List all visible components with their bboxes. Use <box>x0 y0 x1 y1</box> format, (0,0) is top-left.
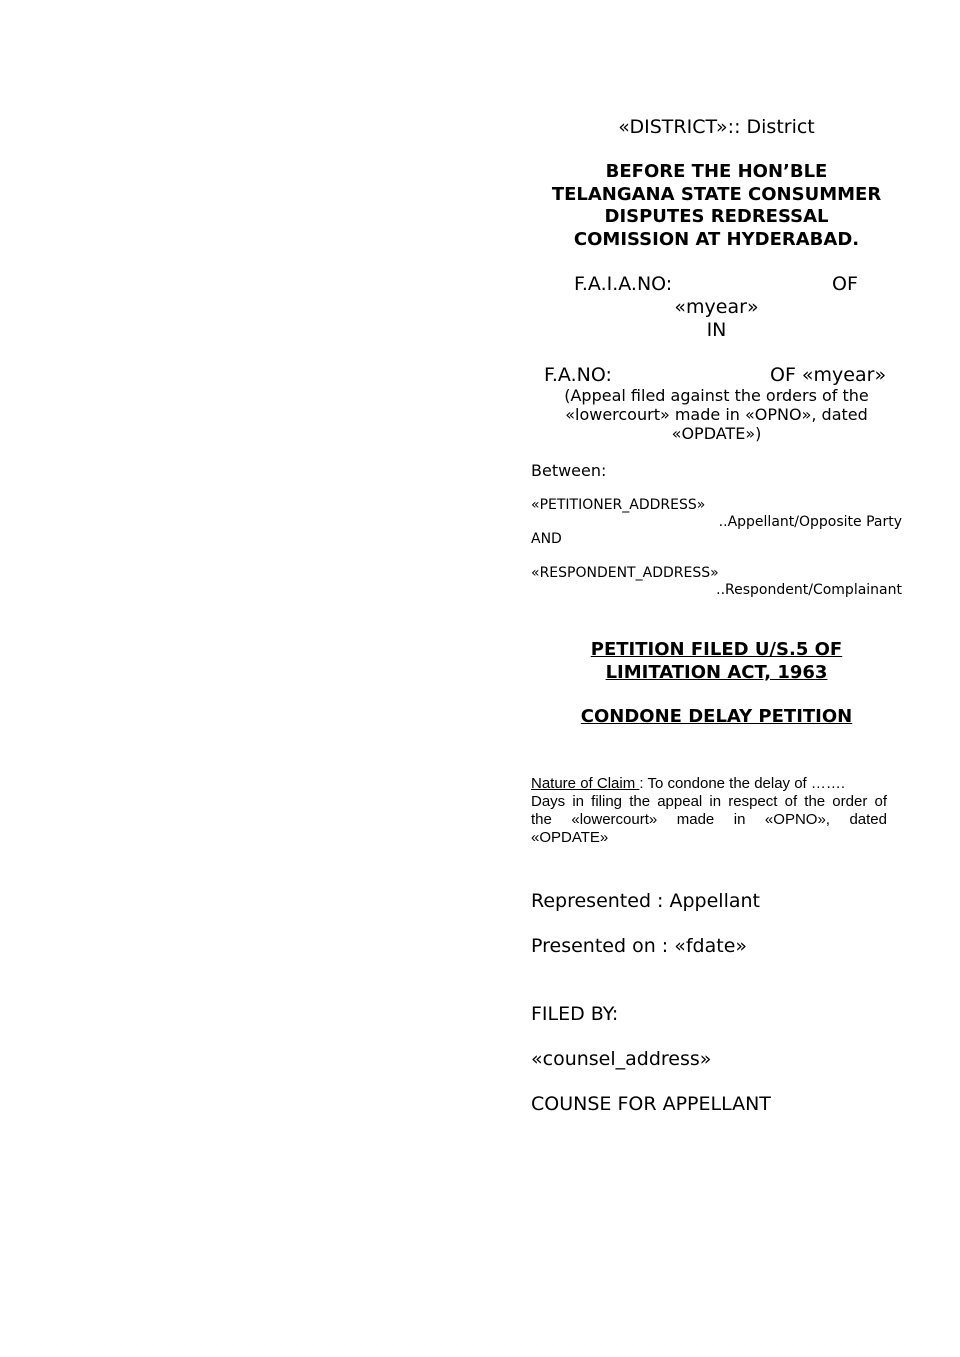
between-label: Between: <box>531 461 607 480</box>
petition-title-line: LIMITATION ACT, 1963 <box>605 661 828 683</box>
court-title-line: COMISSION AT HYDERABAD. <box>573 228 860 250</box>
appeal-note-line: «lowercourt» made in «OPNO», dated <box>565 405 868 424</box>
appeal-note-line: «OPDATE») <box>671 424 762 443</box>
claim-line: Days in filing the appeal in respect of the order of <box>531 793 887 810</box>
respondent-address: «RESPONDENT_ADDRESS» <box>531 565 719 581</box>
appeal-note <box>531 386 902 443</box>
fa-of-year: OF «myear» <box>770 364 887 386</box>
nature-of-claim <box>531 775 887 847</box>
claim-text: : To condone the delay of ……. <box>639 775 846 792</box>
respondent-role: ..Respondent/Complainant <box>716 582 902 598</box>
and-label: AND <box>531 531 562 547</box>
filed-by-label: FILED BY: <box>531 1003 619 1025</box>
petition-title <box>531 639 902 684</box>
fa-number-label: F.A.NO: <box>544 364 612 386</box>
appeal-note-line: (Appeal filed against the orders of the <box>564 386 869 405</box>
court-title-line: TELANGANA STATE CONSUMMER <box>551 183 882 205</box>
court-title-line: DISPUTES REDRESSAL <box>604 206 829 227</box>
claim-line: the «lowercourt» made in «OPNO», dated <box>531 811 887 828</box>
court-title <box>531 161 902 251</box>
claim-label: Nature of Claim <box>531 775 640 792</box>
district-heading: «DISTRICT»:: District <box>618 116 815 138</box>
claim-line <box>531 775 887 793</box>
faia-number-label: F.A.I.A.NO: <box>574 273 673 295</box>
claim-line: «OPDATE» <box>531 829 609 846</box>
faia-year: «myear» <box>674 296 759 318</box>
petitioner-address: «PETITIONER_ADDRESS» <box>531 497 706 513</box>
counsel-address: «counsel_address» <box>531 1048 712 1070</box>
presented-line: Presented on : «fdate» <box>531 935 748 957</box>
petition-subtitle: CONDONE DELAY PETITION <box>580 706 853 727</box>
in-label: IN <box>706 319 727 341</box>
petition-title-line: PETITION FILED U/S.5 OF <box>590 639 843 660</box>
faia-of-label: OF <box>832 273 858 295</box>
counsel-role: COUNSE FOR APPELLANT <box>531 1093 771 1115</box>
petitioner-role: ..Appellant/Opposite Party <box>718 514 902 530</box>
court-title-line: BEFORE THE HON’BLE <box>605 161 828 182</box>
represented-line: Represented : Appellant <box>531 890 760 912</box>
